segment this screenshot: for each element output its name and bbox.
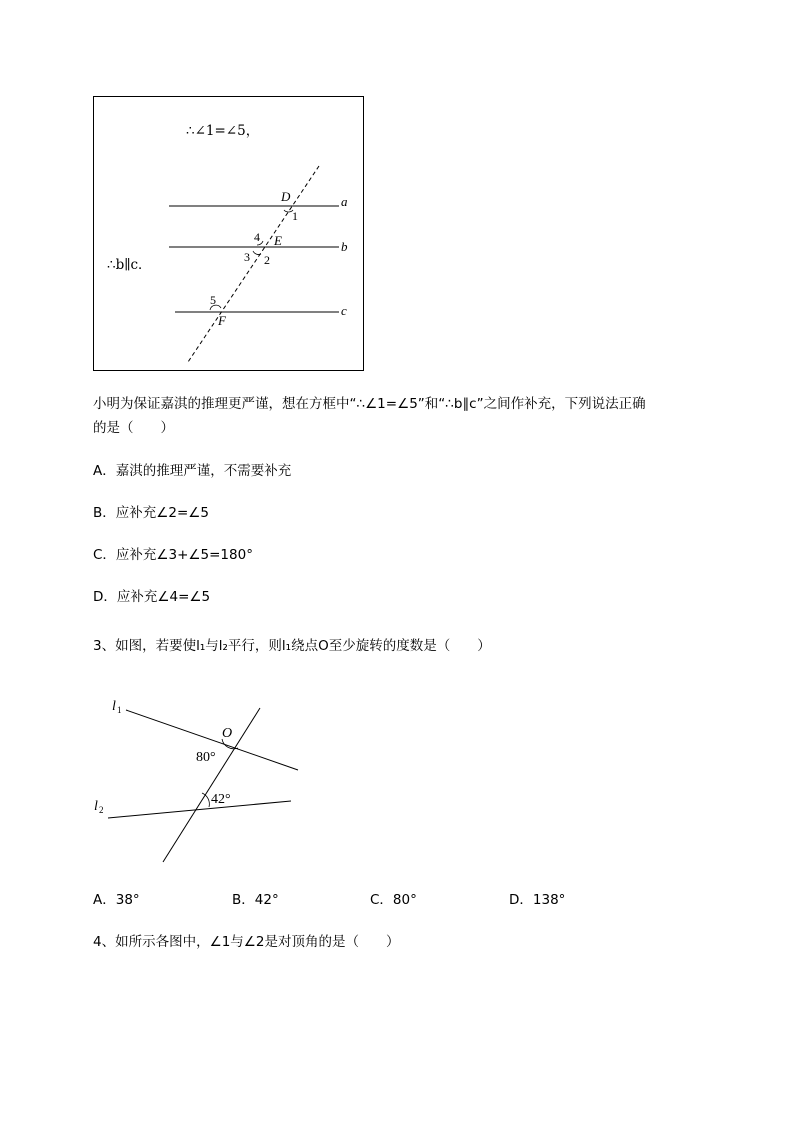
label-E: E [274, 233, 282, 248]
label-3: 3 [244, 250, 250, 264]
q2-option-c: C．应补充∠3+∠5=180° [93, 547, 253, 563]
label-5: 5 [210, 293, 216, 307]
angle-3-arc [253, 251, 261, 255]
rotation-lines-diagram [90, 690, 305, 865]
label-b: b [341, 239, 348, 254]
label-angle-80: 80° [196, 750, 216, 765]
label-4: 4 [254, 230, 260, 244]
q2-stem-line2: 的是（ ） [93, 420, 174, 436]
q4-stem: 4、如所示各图中，∠1与∠2是对顶角的是（ ） [93, 934, 400, 950]
proof-step-text: ∴∠1=∠5， [186, 123, 260, 139]
label-angle-42: 42° [211, 792, 231, 807]
label-l1: l [112, 699, 116, 714]
label-l2-sub: 2 [99, 805, 104, 815]
q2-option-b: B．应补充∠2=∠5 [93, 505, 209, 521]
label-O: O [222, 726, 233, 741]
proof-conclusion-text: ∴b∥c． [107, 257, 152, 273]
label-a: a [341, 194, 348, 209]
q3-option-c: C．80° [370, 892, 417, 908]
transversal-line-2 [163, 708, 260, 862]
q3-option-b: B．42° [232, 892, 279, 908]
q3-option-a: A．38° [93, 892, 140, 908]
q2-stem-line1: 小明为保证嘉淇的推理更严谨，想在方框中“∴∠1=∠5”和“∴b∥c”之间作补充，下列说法正确 [93, 396, 646, 412]
q2-option-a: A．嘉淇的推理严谨，不需要补充 [93, 463, 292, 479]
label-l1-sub: 1 [117, 705, 122, 715]
q2-option-d: D．应补充∠4=∠5 [93, 589, 211, 605]
angle-42-arc [202, 793, 209, 807]
q3-stem: 3、如图，若要使l₁与l₂平行，则l₁绕点O至少旋转的度数是（ ） [93, 638, 491, 654]
label-1: 1 [292, 209, 298, 223]
label-c: c [341, 303, 347, 318]
q3-option-d: D．138° [509, 892, 566, 908]
label-F: F [218, 313, 226, 328]
transversal-line [188, 166, 319, 362]
parallel-lines-diagram [93, 96, 364, 371]
label-D: D [281, 189, 291, 204]
label-2: 2 [264, 253, 270, 267]
label-l2: l [94, 799, 98, 814]
